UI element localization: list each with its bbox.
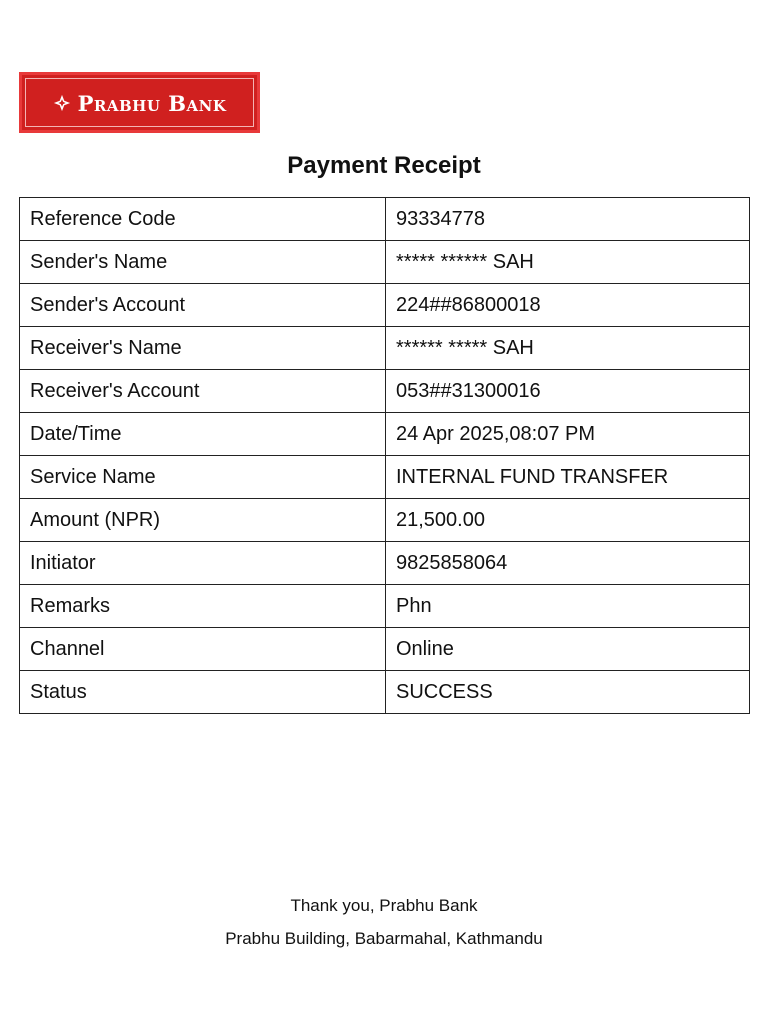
row-value: SUCCESS: [386, 671, 750, 714]
table-row: [20, 671, 750, 714]
page-title: Payment Receipt: [287, 152, 481, 179]
row-label: Service Name: [20, 456, 386, 499]
row-value: 24 Apr 2025,08:07 PM: [386, 413, 750, 456]
diamond-cross-icon: [53, 94, 71, 112]
row-label: Remarks: [20, 585, 386, 628]
row-label: Receiver's Account: [20, 370, 386, 413]
row-value: Online: [386, 628, 750, 671]
table-row: [20, 370, 750, 413]
table-row: [20, 499, 750, 542]
table-row: [20, 628, 750, 671]
row-label: Initiator: [20, 542, 386, 585]
row-label: Receiver's Name: [20, 327, 386, 370]
table-row: [20, 241, 750, 284]
row-value: ***** ****** SAH: [386, 241, 750, 284]
row-value: 053##31300016: [386, 370, 750, 413]
footer-thanks: Thank you, Prabhu Bank: [290, 896, 478, 915]
row-label: Sender's Account: [20, 284, 386, 327]
row-value: 93334778: [386, 198, 750, 241]
table-row: [20, 456, 750, 499]
prabhu-bank-logo: [19, 72, 260, 133]
table-row: [20, 327, 750, 370]
table-row: [20, 585, 750, 628]
receipt-table: [19, 197, 750, 714]
row-label: Status: [20, 671, 386, 714]
table-row: [20, 284, 750, 327]
row-value: INTERNAL FUND TRANSFER: [386, 456, 750, 499]
table-row: [20, 542, 750, 585]
row-value: 21,500.00: [386, 499, 750, 542]
footer-address: Prabhu Building, Babarmahal, Kathmandu: [225, 929, 543, 948]
table-row: [20, 413, 750, 456]
row-value: 9825858064: [386, 542, 750, 585]
row-value: 224##86800018: [386, 284, 750, 327]
row-label: Channel: [20, 628, 386, 671]
row-label: Reference Code: [20, 198, 386, 241]
row-value: Phn: [386, 585, 750, 628]
table-row: [20, 198, 750, 241]
row-label: Sender's Name: [20, 241, 386, 284]
row-label: Amount (NPR): [20, 499, 386, 542]
row-label: Date/Time: [20, 413, 386, 456]
row-value: ****** ***** SAH: [386, 327, 750, 370]
logo-frame: [25, 78, 254, 127]
logo-wordmark: Prabhu Bank: [77, 90, 227, 116]
